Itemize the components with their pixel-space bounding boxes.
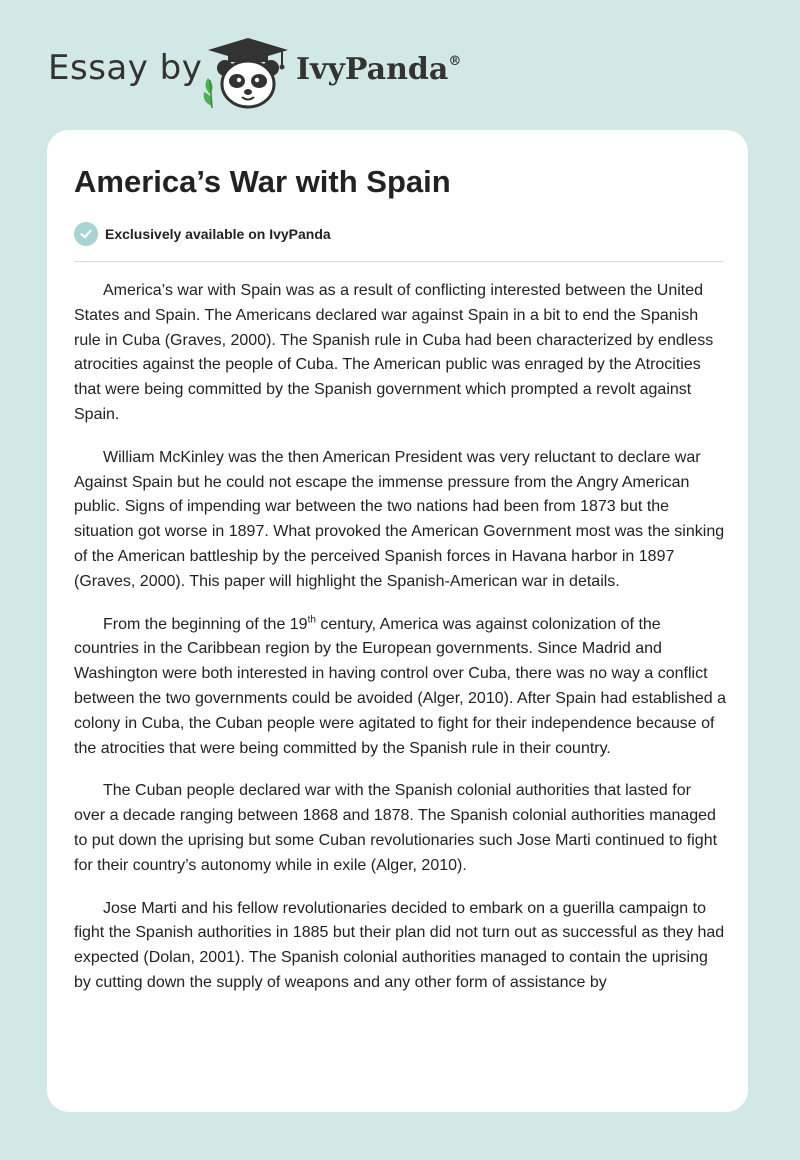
ordinal-suffix: th: [307, 614, 316, 626]
exclusive-label: Exclusively available on IvyPanda: [105, 226, 331, 242]
essay-by-label: Essay by: [48, 48, 203, 88]
paragraph: America’s war with Spain was as a result of conflicting interested between the United States and Spain. The Americans declared war against Spain in a bit to end the Spanish rule in Cuba (Graves, 2000). The Spanish rule in Cuba had been characterized by endless atrocities against the people of Cuba. The American public was enraged by the Atrocities that were being committed by the Spanish government which prompted a revolt against Spain.: [74, 282, 714, 423]
paragraph: The Cuban people declared war with the Spanish colonial authorities that lasted for over a decade ranging between 1868 and 1878. The Spanish colonial authorities managed to put down the uprising but some Cuban revolutionaries such Jose Marti continued to fight for their country’s autonomy while in exile (Alger, 2010).: [74, 782, 718, 874]
paragraph: Jose Marti and his fellow revolutionaries decided to embark on a guerilla campaign to fight the Spanish authorities in 1885 but their plan did not turn out as successful as they had expected (Dolan, 2001). The Spanish colonial authorities managed to contain the uprising by cutting down the supply of weapons and any other form of assistance by: [74, 899, 725, 991]
panda-graduate-icon: [198, 36, 298, 110]
ivypanda-logo[interactable]: [198, 36, 298, 110]
essay-title: America’s War with Spain: [74, 164, 451, 199]
brand-name: IvyPanda®: [296, 52, 462, 87]
essay-body: [74, 279, 726, 1014]
paragraph: From the beginning of the 19th century, America was against colonization of the countries in the Caribbean region by the European governments. Since Madrid and Washington were both interested in having control over Cuba, there was no way a conflict between the two governments could be avoided (Alger, 2010). After Spain had established a colony in Cuba, the Cuban people were agitated to fight for their independence because of the atrocities that were being committed by the Spanish rule in their country.: [74, 614, 726, 757]
exclusive-badge: [74, 222, 331, 246]
registered-mark: ®: [448, 54, 462, 69]
site-header: [0, 0, 800, 130]
essay-card: [47, 130, 748, 1112]
divider: [74, 261, 723, 262]
paragraph: William McKinley was the then American President was very reluctant to declare war Against Spain but he could not escape the immense pressure from the Angry American public. Signs of impending war between the two nations had been from 1873 but the situation got worse in 1897. What provoked the American Government most was the sinking of the American battleship by the perceived Spanish forces in Havana harbor in 1897 (Graves, 2000). This paper will highlight the Spanish-American war in details.: [74, 448, 725, 590]
check-circle-icon: [74, 222, 98, 246]
